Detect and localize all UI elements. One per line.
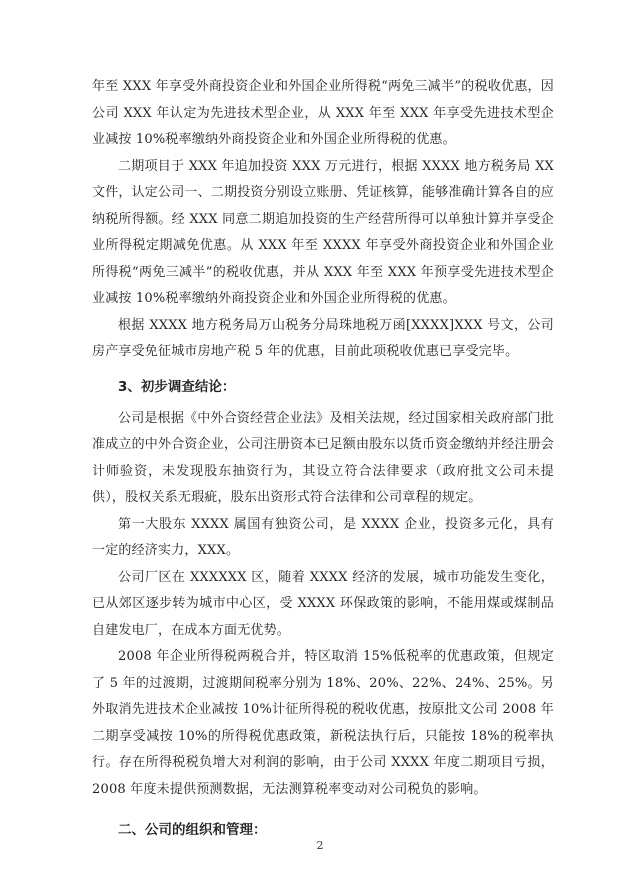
paragraph-income-tax-merger: 2008 年企业所得税两税合并，特区取消 15%低税率的优惠政策，但规定了 5 年的过渡期，过渡期间税率分别为 18%、20%、22%、24%、25%。另外取消先进技术企业减按 10%计征所得税的税收优惠，按原批文公司 2008 年二期享受减按 10%的所得税优惠政策，新税法执行后，只能按 18%的税率执行。存在所得税税负增大对利润的影响，由于公司 XXXX 年度二期项目亏损，2008 年度未提供预测数据，无法测算税率变动对公司税负的影响。 <box>92 649 554 797</box>
paragraph-phase-two-project: 二期项目于 XXX 年追加投资 XXX 万元进行，根据 XXXX 地方税务局 XX 文件，认定公司一、二期投资分别设立账册、凭证核算，能够准确计算各自的应纳税所得额。经 XXX 同意二期追加投资的生产经营所得可以单独计算并享受企业所得税定期减免优惠。从 XXX 年至 XXXX 年享受外商投资企业和外国企业所得税“两免三减半”的税收优惠，并从 XXX 年至 XXX 年预享受先进技术型企业减按 10%税率缴纳外商投资企业和外国企业所得税的优惠。 <box>92 158 555 306</box>
section-heading-preliminary-conclusion: 3、初步调查结论： <box>118 378 236 395</box>
section-heading-organization-management: 二、公司的组织和管理： <box>118 822 267 838</box>
paragraph-property-tax-exemption: 根据 XXXX 地方税务局万山税务分局珠地税万函[XXXX]XXX 号文，公司房产享受免征城市房地产税 5 年的优惠，目前此项税收优惠已享受完毕。 <box>92 317 554 359</box>
paragraph-company-establishment: 公司是根据《中外合资经营企业法》及相关法规，经过国家相关政府部门批准成立的中外合资企业，公司注册资本已足额由股东以货币资金缴纳并经注册会计师验资，未发现股东抽资行为，其设立符合法律要求（政府批文公司未提供），股权关系无瑕疵，股东出资形式符合法律和公司章程的规定。 <box>92 410 555 505</box>
paragraph-plant-location: 公司厂区在 XXXXXX 区，随着 XXXX 经济的发展，城市功能发生变化，已从郊区逐步转为城市中心区，受 XXXX 环保政策的影响，不能用煤或煤制品自建发电厂，在成本方面无优势。 <box>92 569 554 638</box>
page-content <box>92 74 554 843</box>
page-number: 2 <box>316 839 324 852</box>
paragraph-major-shareholder: 第一大股东 XXXX 属国有独资公司，是 XXXX 企业，投资多元化，具有一定的经济实力，XXX。 <box>92 516 554 558</box>
paragraph-tax-preference-continued: 年至 XXX 年享受外商投资企业和外国企业所得税“两免三减半”的税收优惠，因公司 XXX 年认定为先进技术型企业，从 XXX 年至 XXX 年享受先进技术型企业减按 10%税率缴纳外商投资企业和外国企业所得税的优惠。 <box>92 79 554 147</box>
